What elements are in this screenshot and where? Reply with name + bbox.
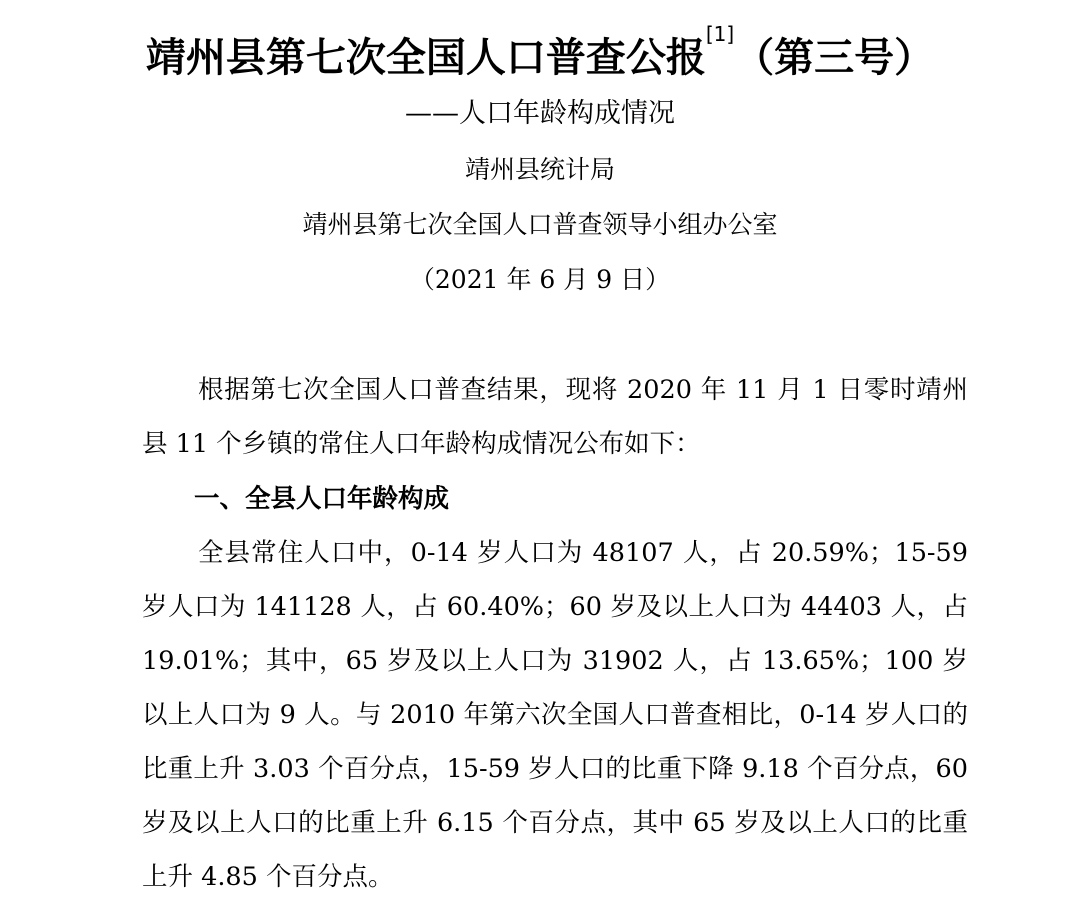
document-subtitle: ——人口年龄构成情况 bbox=[405, 98, 675, 129]
date-line: （2021 年 6 月 9 日） bbox=[409, 265, 671, 294]
title-suffix: （第三号） bbox=[734, 35, 935, 81]
footnote-marker[interactable]: [1] bbox=[705, 22, 735, 46]
age-structure-paragraph: 全县常住人口中，0-14 岁人口为 48107 人，占 20.59%；15-59 岁人口为 141128 人，占 60.40%；60 岁及以上人口为 44403 人，占 19.01%；其中，65 岁及以上人口为 31902 人，占 13.65%；100 岁以上人口为 9 人。与 2010 年第六次全国人口普查相比，0-14 岁人口的比重上升 3.03 个百分点，15-59 岁人口的比重下降 9.18 个百分点，60 岁及以上人口的比重上升 6.15 个百分点，其中 65 岁及以上人口的比重上升 4.85 个百分点。 bbox=[142, 538, 968, 892]
section-heading: 一、全县人口年龄构成 bbox=[194, 484, 450, 514]
office-line: 靖州县第七次全国人口普查领导小组办公室 bbox=[302, 210, 778, 239]
title-text: 靖州县第七次全国人口普查公报 bbox=[145, 35, 706, 81]
intro-paragraph: 根据第七次全国人口普查结果，现将 2020 年 11 月 1 日零时靖州县 11 个乡镇的常住人口年龄构成情况公布如下： bbox=[142, 375, 968, 459]
document-title bbox=[0, 22, 1080, 86]
issuer-line: 靖州县统计局 bbox=[464, 155, 615, 184]
